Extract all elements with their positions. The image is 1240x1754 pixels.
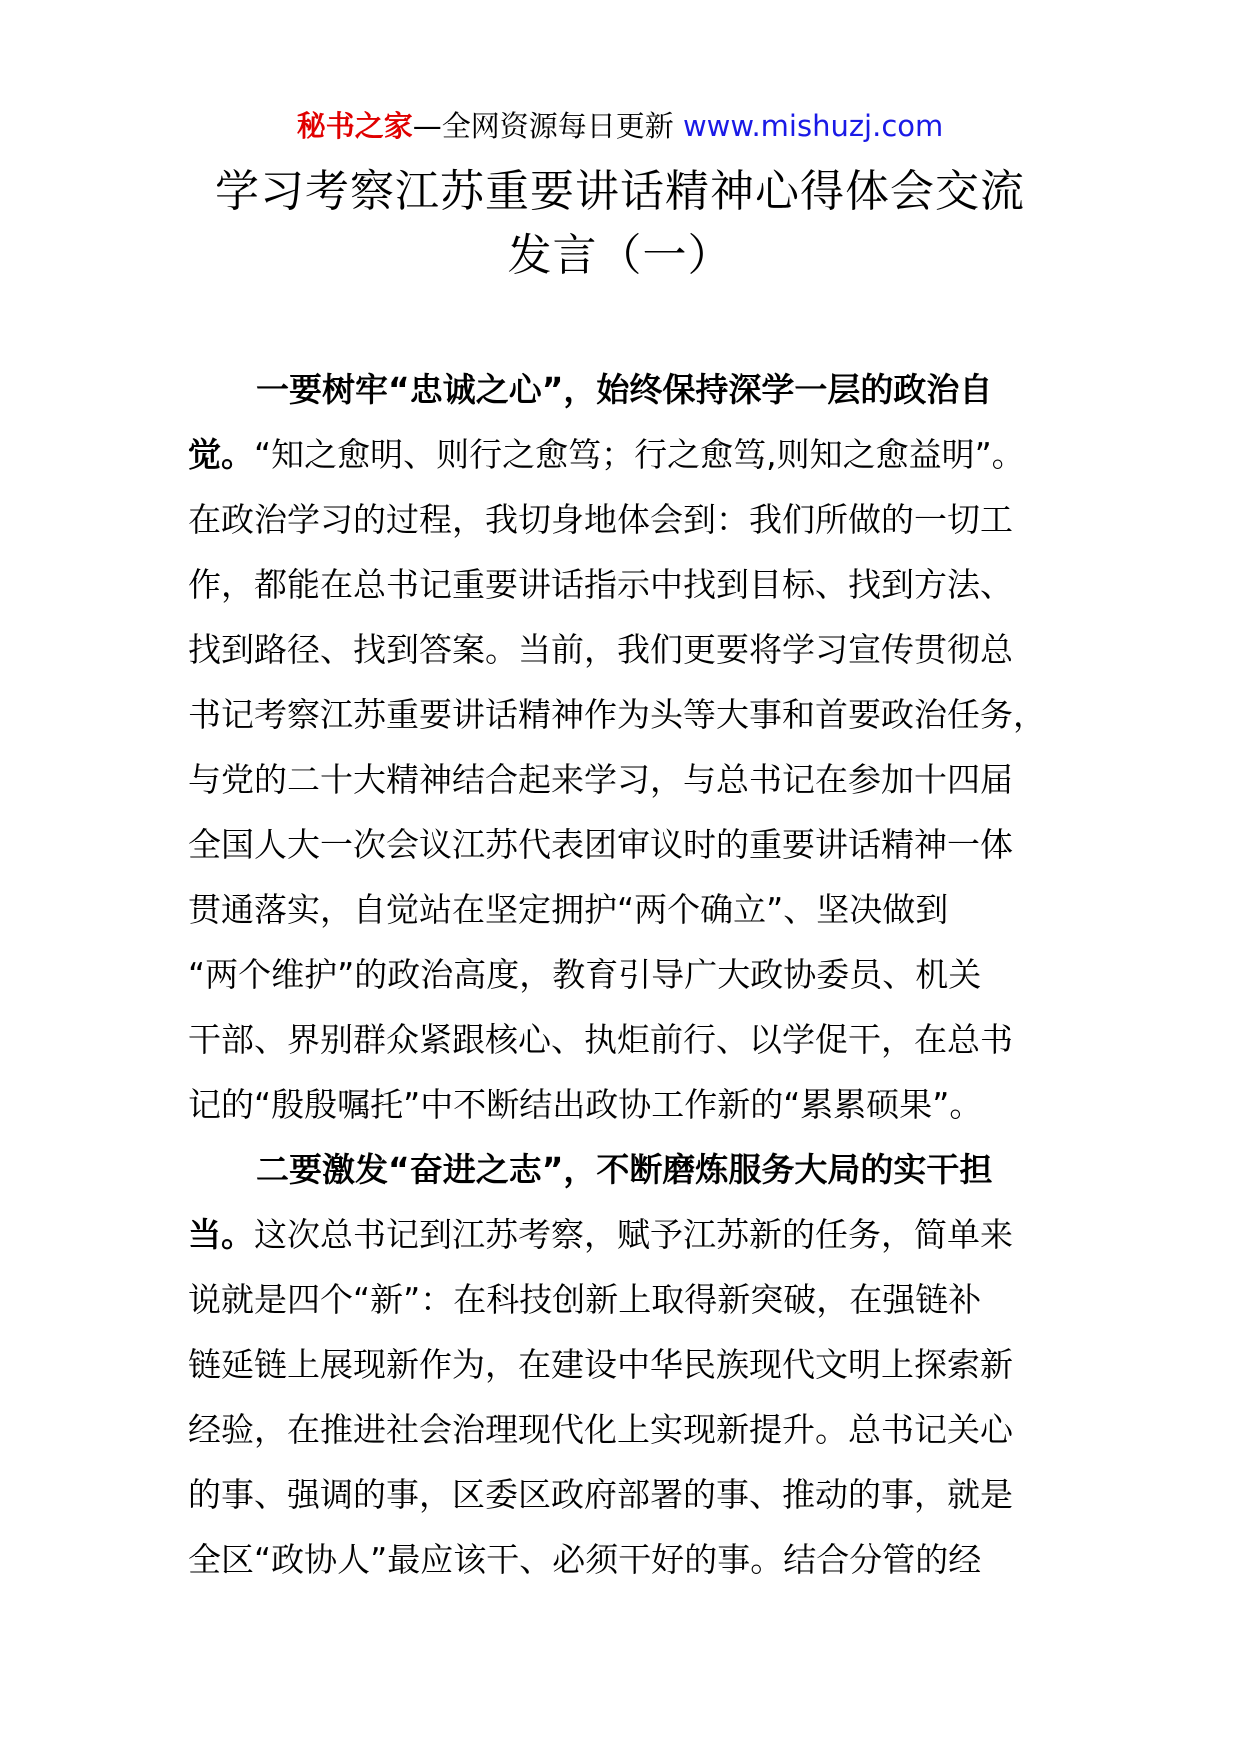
text-line: [188, 942, 1058, 1007]
site-url-link[interactable]: www.mishuzj.com: [682, 109, 944, 143]
line-text: 说就是四个“新”：在科技创新上取得新突破，在强链补: [188, 1280, 982, 1319]
text-line: [188, 422, 1058, 487]
bold-text: 二要激发“奋进之志”，不断磨炼服务大局的实干担: [256, 1150, 993, 1189]
document-title: [0, 160, 1240, 288]
bold-text: 觉。: [188, 435, 254, 474]
line-text: 全区“政协人”最应该干、必须干好的事。结合分管的经: [188, 1540, 982, 1579]
text-line: [188, 1462, 1058, 1527]
line-text: 干部、界别群众紧跟核心、执炬前行、以学促干，在总书: [188, 1020, 1013, 1059]
line-text: 找到路径、找到答案。当前，我们更要将学习宣传贯彻总: [188, 630, 1013, 669]
site-name: 秘书之家: [296, 109, 413, 143]
text-line: [188, 357, 1058, 422]
line-text: 的事、强调的事，区委区政府部署的事、推动的事，就是: [188, 1475, 1013, 1514]
line-text: “两个维护”的政治高度，教育引导广大政协委员、机关: [188, 955, 982, 994]
bold-text: 当。: [188, 1215, 254, 1254]
text-line: [188, 812, 1058, 877]
text-line: [188, 1332, 1058, 1397]
text-line: [188, 487, 1058, 552]
line-text: 这次总书记到江苏考察，赋予江苏新的任务，简单来: [254, 1215, 1013, 1254]
line-text: “知之愈明、则行之愈笃；行之愈笃,则知之愈益明”。: [254, 435, 1025, 474]
title-line-2: 发言（一）: [507, 230, 733, 281]
site-tagline: —全网资源每日更新: [412, 109, 683, 143]
line-text: 书记考察江苏重要讲话精神作为头等大事和首要政治任务，: [188, 695, 1046, 734]
text-line: [188, 1007, 1058, 1072]
text-line: [188, 617, 1058, 682]
line-text: 贯通落实，自觉站在坚定拥护“两个确立”、坚决做到: [188, 890, 949, 929]
site-header: [0, 106, 1240, 146]
line-text: 记的“殷殷嘱托”中不断结出政协工作新的“累累硕果”。: [188, 1085, 983, 1124]
text-line: [188, 1137, 1058, 1202]
document-body: [188, 357, 1058, 1592]
text-line: [188, 682, 1058, 747]
line-text: 经验，在推进社会治理现代化上实现新提升。总书记关心: [188, 1410, 1013, 1449]
text-line: [188, 552, 1058, 617]
text-line: [188, 877, 1058, 942]
line-text: 在政治学习的过程，我切身地体会到：我们所做的一切工: [188, 500, 1013, 539]
line-text: 作，都能在总书记重要讲话指示中找到目标、找到方法、: [188, 565, 1013, 604]
text-line: [188, 1072, 1058, 1137]
text-line: [188, 747, 1058, 812]
line-text: 全国人大一次会议江苏代表团审议时的重要讲话精神一体: [188, 825, 1013, 864]
line-text: 与党的二十大精神结合起来学习，与总书记在参加十四届: [188, 760, 1013, 799]
line-text: 链延链上展现新作为，在建设中华民族现代文明上探索新: [188, 1345, 1013, 1384]
text-line: [188, 1397, 1058, 1462]
title-line-1: 学习考察江苏重要讲话精神心得体会交流: [215, 166, 1025, 217]
text-line: [188, 1202, 1058, 1267]
text-line: [188, 1267, 1058, 1332]
text-line: [188, 1527, 1058, 1592]
bold-text: 一要树牢“忠诚之心”，始终保持深学一层的政治自: [256, 370, 993, 409]
